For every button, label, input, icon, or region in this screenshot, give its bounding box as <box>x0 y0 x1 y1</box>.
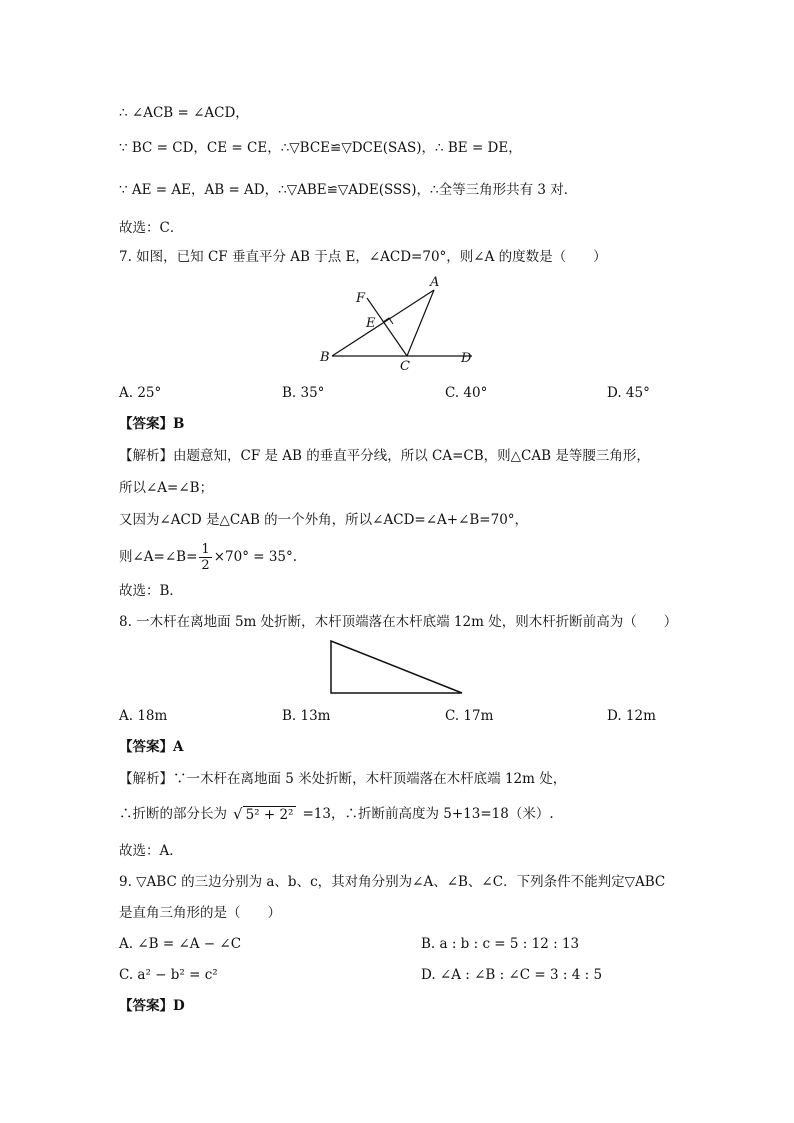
q9-option-d: D. ∠A : ∠B : ∠C = 3 : 4 : 5 <box>421 967 603 983</box>
q8-exp2-post: =13，∴折断前高度为 5+13=18（米）. <box>302 806 554 822</box>
q7-explanation-4 <box>119 540 297 574</box>
radicand: 5² + 2² <box>243 806 297 823</box>
q7-explanation-1: 【解析】由题意知，CF 是 AB 的垂直平分线，所以 CA=CB，则△CAB 是等腰三角形， <box>119 448 650 464</box>
right-triangle <box>331 641 462 693</box>
q7-answer: 【答案】B <box>119 416 185 432</box>
fraction-numerator: 1 <box>201 542 210 557</box>
q8-stem: 8. 一木杆在离地面 5m 处折断，木杆顶端落在木杆底端 12m 处，则木杆折断前高为（ ） <box>119 614 678 630</box>
q8-answer: 【答案】A <box>119 739 184 755</box>
label-c: C <box>400 359 410 374</box>
q8-figure <box>328 638 468 698</box>
q6-line-3: ∵ AE = AE，AB = AD，∴▽ABE≌▽ADE(SSS)，∴全等三角形共有 3 对． <box>119 182 578 198</box>
label-d: D <box>461 351 472 366</box>
q8-exp2-pre: ∴折断的部分长为 <box>119 806 227 822</box>
q7-option-b: B. 35° <box>282 385 325 401</box>
q8-option-c: C. 17m <box>445 708 494 724</box>
line-ba <box>332 290 434 356</box>
q7-stem: 7. 如图，已知 CF 垂直平分 AB 于点 E，∠ACD=70°，则∠A 的度数是（ ） <box>119 249 607 265</box>
q8-option-a: A. 18m <box>119 708 168 724</box>
q9-stem-1: 9. ▽ABC 的三边分别为 a、b、c，其对角分别为∠A、∠B、∠C．下列条件不能判定▽ABC <box>119 874 666 890</box>
fraction-denominator: 2 <box>201 558 210 573</box>
q6-line-1: ∴ ∠ACB = ∠ACD， <box>119 105 249 121</box>
fraction <box>199 542 211 573</box>
q7-explanation-2: 所以∠A=∠B； <box>119 480 214 496</box>
q7-exp4-pre: 则∠A=∠B= <box>119 549 198 565</box>
q9-option-b: B. a : b : c = 5 : 12 : 13 <box>421 936 580 952</box>
q9-option-c: C. a² − b² = c² <box>119 967 218 983</box>
q7-choose: 故选：B． <box>119 583 183 599</box>
label-e: E <box>366 316 376 331</box>
q7-figure <box>310 272 490 376</box>
q7-option-a: A. 25° <box>119 385 162 401</box>
label-a: A <box>430 275 440 290</box>
label-b: B <box>320 350 330 365</box>
label-f: F <box>356 291 366 306</box>
q9-option-a: A. ∠B = ∠A − ∠C <box>119 936 242 952</box>
q8-choose: 故选：A． <box>119 843 183 859</box>
q8-explanation-1: 【解析】∵一木杆在离地面 5 米处折断，木杆顶端落在木杆底端 12m 处， <box>119 771 567 787</box>
q9-answer: 【答案】D <box>119 998 185 1014</box>
q6-choose: 故选：C． <box>119 220 184 236</box>
q7-explanation-3: 又因为∠ACD 是△CAB 的一个外角，所以∠ACD=∠A+∠B=70°， <box>119 512 529 528</box>
q8-explanation-2 <box>119 800 554 829</box>
q9-stem-2: 是直角三角形的是（ ） <box>119 905 281 921</box>
q8-option-d: D. 12m <box>607 708 656 724</box>
q7-exp4-post: ×70° = 35°. <box>213 549 298 565</box>
line-ac <box>407 290 434 356</box>
square-root: √ 5² + 2² <box>233 800 296 829</box>
q7-option-d: D. 45° <box>607 385 650 401</box>
q6-line-2: ∵ BC = CD，CE = CE，∴▽BCE≌▽DCE(SAS)，∴ BE = DE， <box>119 140 522 156</box>
q8-option-b: B. 13m <box>282 708 331 724</box>
q7-option-c: C. 40° <box>445 385 488 401</box>
